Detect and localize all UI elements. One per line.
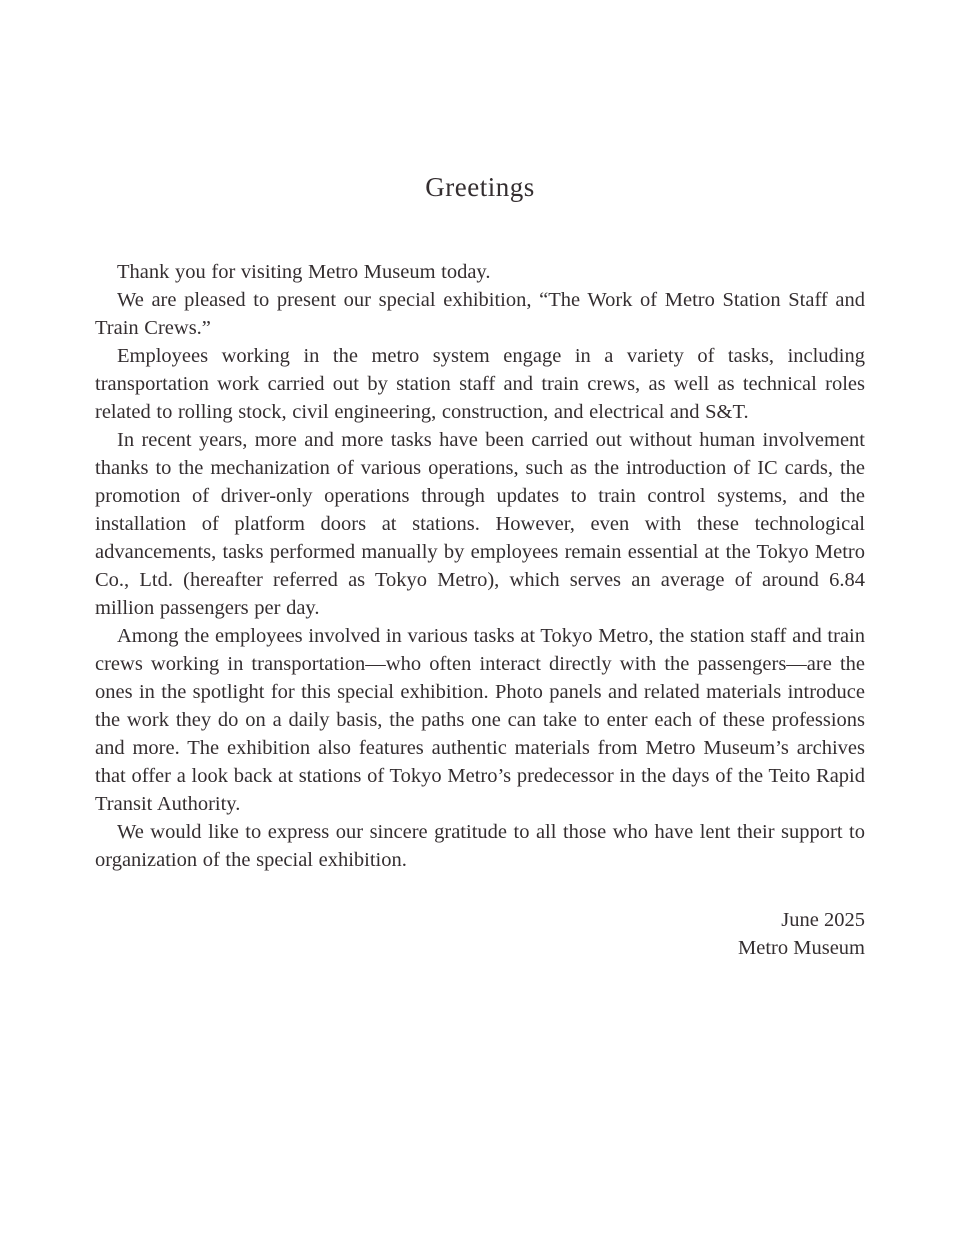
body-text — [95, 258, 865, 874]
paragraph-spotlight: Among the employees involved in various tasks at Tokyo Metro, the station staff and train crews working in transportation—who often interact directly with the passengers—are the ones in the spotlight for this special exhibition. Photo panels and related materials introduce the work they do on a daily basis, the paths one can take to enter each of these professions and more. The exhibition also features authentic materials from Metro Museum’s archives that offer a look back at stations of Tokyo Metro’s predecessor in the days of the Teito Rapid Transit Authority. — [95, 625, 865, 815]
signoff-date: June 2025 — [781, 909, 865, 931]
paragraph-employees-tasks: Employees working in the metro system engage in a variety of tasks, including transportation work carried out by station staff and train crews, as well as technical roles related to rolling stock, civil engineering, construction, and electrical and S&T. — [95, 345, 865, 423]
paragraph-exhibition-intro: We are pleased to present our special exhibition, “The Work of Metro Station Staff and Train Crews.” — [95, 289, 865, 339]
paragraph-mechanization: In recent years, more and more tasks have been carried out without human involvement thanks to the mechanization of various operations, such as the introduction of IC cards, the promotion of driver-only operations through updates to train control systems, and the installation of platform doors at stations. However, even with these technological advancements, tasks performed manually by employees remain essential at the Tokyo Metro Co., Ltd. (hereafter referred as Tokyo Metro), which serves an average of around 6.84 million passengers per day. — [95, 429, 865, 619]
paragraph-gratitude: We would like to express our sincere gratitude to all those who have lent their support to organization of the special exhibition. — [95, 821, 865, 871]
paragraph-thank-you: Thank you for visiting Metro Museum today. — [117, 261, 491, 283]
signoff-author: Metro Museum — [738, 937, 865, 959]
signoff — [95, 906, 865, 962]
page-title: Greetings — [425, 172, 535, 202]
